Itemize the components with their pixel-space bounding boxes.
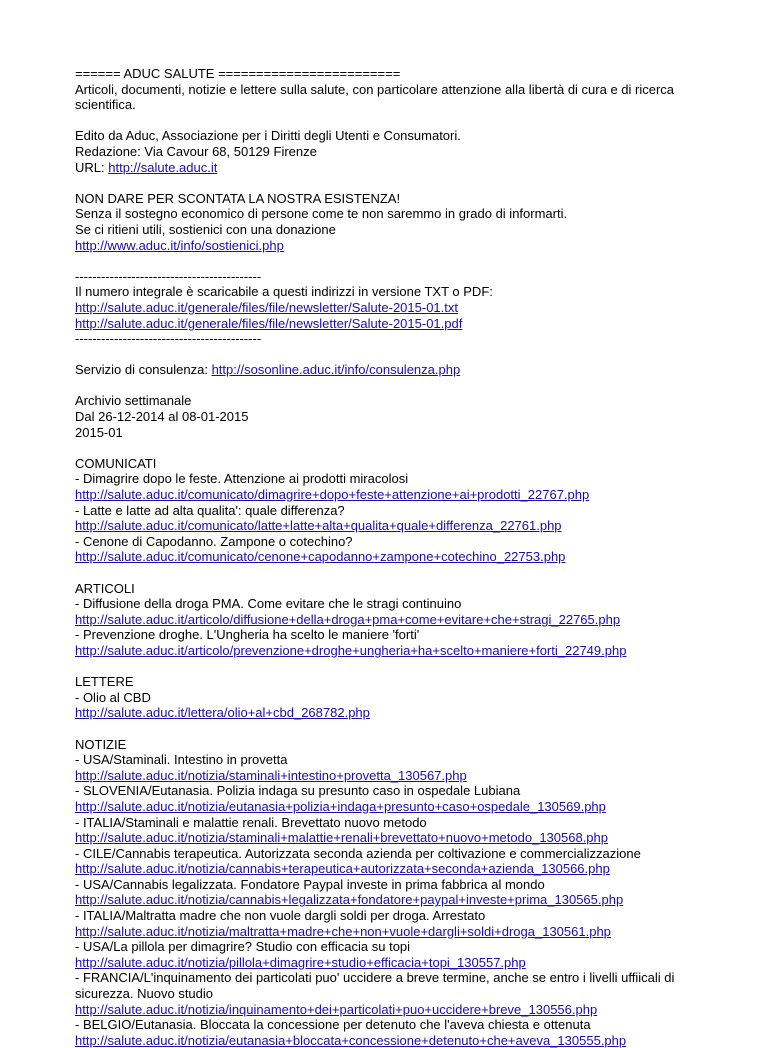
publisher-address: Redazione: Via Cavour 68, 50129 Firenze (75, 143, 317, 159)
item-title: - BELGIO/Eutanasia. Bloccata la concessione per detenuto che l'aveva chiesta e ottenuta (75, 1017, 591, 1033)
item-title: - Diffusione della droga PMA. Come evitare che le stragi continuino (75, 596, 462, 612)
publisher-url-label: URL: (75, 159, 109, 175)
section-heading: ARTICOLI (75, 580, 135, 596)
support-donation-link[interactable]: http://www.aduc.it/info/sostienici.php (75, 237, 284, 253)
item-title: - ITALIA/Staminali e malattie renali. Brevettato nuovo metodo (75, 814, 427, 830)
consulenza-link[interactable]: http://sosonline.aduc.it/info/consulenza.php (211, 362, 461, 378)
item-title: - USA/La pillola per dimagrire? Studio con efficacia su topi (75, 939, 411, 955)
item-link[interactable]: http://salute.aduc.it/lettera/olio+al+cbd_268782.php (75, 705, 370, 721)
item-title: - Cenone di Capodanno. Zampone o cotechino? (75, 533, 353, 549)
item-link[interactable]: http://salute.aduc.it/notizia/cannabis+legalizzata+fondatore+paypal+investe+prima_130565.php (75, 892, 624, 908)
item-link[interactable]: http://salute.aduc.it/notizia/inquinamento+dei+particolati+puo+uccidere+breve_130556.php (75, 1001, 598, 1017)
item-title: - SLOVENIA/Eutanasia. Polizia indaga su presunto caso in ospedale Lubiana (75, 783, 521, 799)
archive-date-range: Dal 26-12-2014 al 08-01-2015 (75, 409, 249, 425)
item-title: - CILE/Cannabis terapeutica. Autorizzata seconda azienda per coltivazione e commercializzazione (75, 845, 641, 861)
item-link[interactable]: http://salute.aduc.it/notizia/staminali+intestino+provetta_130567.php (75, 767, 467, 783)
item-link[interactable]: http://salute.aduc.it/notizia/cannabis+terapeutica+autorizzata+seconda+azienda_130566.php (75, 861, 610, 877)
separator-top: ------------------------------------------- (75, 268, 262, 284)
support-heading: NON DARE PER SCONTATA LA NOSTRA ESISTENZA! (75, 190, 401, 206)
archive-title: Archivio settimanale (75, 393, 192, 409)
item-link[interactable]: http://salute.aduc.it/comunicato/cenone+capodanno+zampone+cotechino_22753.php (75, 549, 566, 565)
item-link[interactable]: http://salute.aduc.it/notizia/pillola+dimagrire+studio+efficacia+topi_130557.php (75, 954, 526, 970)
header-description: Articoli, documenti, notizie e lettere sulla salute, con particolare attenzione alla libertà di cura e di ricerca scientifica. (75, 81, 675, 113)
header-title-line: ====== ADUC SALUTE ======================== (75, 66, 401, 81)
separator-bottom: ------------------------------------------- (75, 331, 262, 347)
section-heading: COMUNICATI (75, 455, 157, 471)
item-link[interactable]: http://salute.aduc.it/notizia/maltratta+madre+che+non+vuole+dargli+soldi+droga_130561.php (75, 923, 611, 939)
archive-issue: 2015-01 (75, 424, 123, 440)
publisher-url-row (75, 160, 705, 176)
newsletter-document (75, 66, 705, 1048)
newsletter-sections (75, 440, 705, 1048)
item-title: - ITALIA/Maltratta madre che non vuole dargli soldi per droga. Arrestato (75, 908, 486, 924)
download-text: Il numero integrale è scaricabile a questi indirizzi in versione TXT o PDF: (75, 284, 493, 300)
section-heading: NOTIZIE (75, 736, 127, 752)
item-title: - FRANCIA/L'inquinamento dei particolati puo' uccidere a breve termine, anche se entro i livelli uffiicali di sicurezza. Nuovo studio (75, 970, 675, 1002)
item-link[interactable]: http://salute.aduc.it/notizia/eutanasia+polizia+indaga+presunto+caso+ospedale_130569.php (75, 798, 606, 814)
download-txt-link[interactable]: http://salute.aduc.it/generale/files/file/newsletter/Salute-2015-01.txt (75, 299, 458, 315)
publisher-line: Edito da Aduc, Associazione per i Diritti degli Utenti e Consumatori. (75, 128, 461, 144)
item-title: - Olio al CBD (75, 689, 151, 705)
item-title: - USA/Cannabis legalizzata. Fondatore Paypal investe in prima fabbrica al mondo (75, 876, 545, 892)
item-link[interactable]: http://salute.aduc.it/notizia/staminali+malattie+renali+brevettato+nuovo+metodo_130568.php (75, 830, 608, 846)
support-line-1: Senza il sostegno economico di persone come te non saremmo in grado di informarti. (75, 206, 568, 222)
consulenza-label: Servizio di consulenza: (75, 362, 212, 378)
publisher-url-link[interactable]: http://salute.aduc.it (108, 159, 218, 175)
section-heading: LETTERE (75, 674, 134, 690)
item-title: - Prevenzione droghe. L'Ungheria ha scelto le maniere 'forti' (75, 627, 420, 643)
item-title: - Latte e latte ad alta qualita': quale differenza? (75, 502, 345, 518)
item-link[interactable]: http://salute.aduc.it/articolo/diffusione+della+droga+pma+come+evitare+che+stragi_22765.php (75, 611, 621, 627)
item-title: - USA/Staminali. Intestino in provetta (75, 752, 288, 768)
consulenza-row (75, 362, 705, 378)
item-link[interactable]: http://salute.aduc.it/notizia/eutanasia+bloccata+concessione+detenuto+che+aveva_130555.php (75, 1032, 627, 1048)
download-pdf-link[interactable]: http://salute.aduc.it/generale/files/file/newsletter/Salute-2015-01.pdf (75, 315, 463, 331)
item-link[interactable]: http://salute.aduc.it/comunicato/latte+latte+alta+qualita+quale+differenza_22761.php (75, 518, 562, 534)
item-title: - Dimagrire dopo le feste. Attenzione ai prodotti miracolosi (75, 471, 409, 487)
item-link[interactable]: http://salute.aduc.it/articolo/prevenzione+droghe+ungheria+ha+scelto+maniere+forti_22749.php (75, 642, 627, 658)
support-line-2: Se ci ritieni utili, sostienici con una donazione (75, 221, 336, 237)
item-link[interactable]: http://salute.aduc.it/comunicato/dimagrire+dopo+feste+attenzione+ai+prodotti_22767.php (75, 487, 590, 503)
